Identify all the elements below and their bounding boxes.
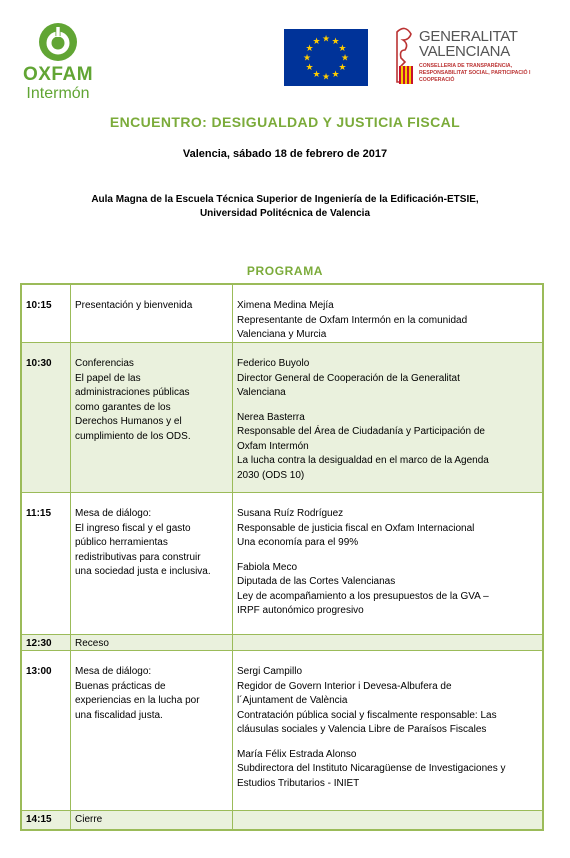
activity-line: como garantes de los [75,401,171,413]
speaker-name: Fabiola Meco [237,561,298,573]
table-row [22,635,542,651]
speaker-detail: Valenciana y Murcia [237,329,327,340]
time-cell: 10:15 [26,300,52,311]
speaker-name: Nerea Basterra [237,411,305,423]
speaker-detail: Director General de Cooperación de la Generalitat [237,372,460,384]
eu-star-icon: ★ [338,43,347,53]
speaker-detail: Ley de acompañamiento a los presupuestos de la GVA – [237,590,489,602]
speaker-detail: Subdirectora del Instituto Nicaragüense de Investigaciones y [237,763,506,774]
activity-line: El papel de las [75,372,141,384]
speakers-cell [232,285,542,342]
speaker-detail: Responsable de justicia fiscal en Oxfam Internacional [237,522,475,534]
eu-star-icon: ★ [338,62,347,72]
speakers-cell [232,651,542,810]
speaker-detail: Contratación pública social y fiscalmente responsable: Las [237,709,497,721]
time-cell: 11:15 [26,508,52,519]
speaker-detail: Estudios Tributarios - INIET [237,777,360,789]
activity-line: público herramientas [75,537,168,548]
speaker-detail: Valenciana [237,387,286,398]
eu-star-icon: ★ [305,62,314,72]
eu-star-icon: ★ [312,68,321,79]
gv-sub-line2: RESPONSABILITAT SOCIAL, PARTICIPACIÓ I COOPERACIÓ [419,70,531,83]
venue-line1: Aula Magna de la Escuela Técnica Superior de Ingeniería de la Edificación-ETSIE, [91,194,479,205]
speaker-detail: Regidor de Govern Interior i Devesa-Albufera de [237,680,452,692]
eu-star-icon: ★ [340,52,350,63]
speaker-detail: l´Ajuntament de València [237,695,348,706]
time-cell: 12:30 [26,638,52,649]
time-cell: 14:15 [26,814,52,825]
activity-cell [70,285,232,342]
speaker-detail: Una economía para el 99% [237,537,359,548]
activity-line: Receso [75,638,109,649]
gv-name-line2: VALENCIANA [419,43,510,60]
oxfam-logo-icon [38,22,78,62]
eu-star-icon: ★ [305,43,314,53]
table-row [22,493,542,635]
eu-stars-icon [284,29,368,86]
program-table [20,283,544,831]
gv-name-line1: GENERALITAT [419,28,518,45]
speaker-name: María Félix Estrada Alonso [237,748,357,760]
activity-line: Mesa de diálogo: [75,508,152,519]
table-row [22,651,542,811]
speaker-detail: La lucha contra la desigualdad en el marco de la Agenda [237,455,489,466]
event-title: ENCUENTRO: DESIGUALDAD Y JUSTICIA FISCAL [109,114,461,130]
programa-heading: PROGRAMA [246,264,324,278]
activity-line: Presentación y bienvenida [75,300,193,311]
speaker-name: Federico Buyolo [237,358,310,369]
speaker-detail: Representante de Oxfam Intermón en la comunidad [237,314,468,326]
speaker-detail: cláusulas sociales y Valencia Libre de Paraísos Fiscales [237,724,487,735]
time-cell: 13:00 [26,666,52,677]
speakers-cell [232,811,542,829]
activity-cell [70,811,232,829]
venue-line2: Universidad Politécnica de Valencia [199,208,371,219]
eu-star-icon: ★ [321,71,331,82]
activity-line: administraciones públicas [75,387,190,398]
speaker-detail: Responsable del Área de Ciudadanía y Participación de [237,426,485,437]
time-cell: 10:30 [26,358,52,369]
activity-line: una sociedad justa e inclusiva. [75,566,211,577]
activity-line: experiencias en la lucha por [75,695,200,706]
speakers-cell [232,343,542,492]
speaker-detail: IRPF autonómico progresivo [237,605,364,616]
event-venue [0,193,570,221]
speaker-detail: 2030 (ODS 10) [237,469,305,481]
activity-line: redistributivas para construir [75,551,201,563]
speakers-cell [232,493,542,634]
oxfam-logo-text: OXFAM [22,64,94,85]
gv-sub-line1: CONSELLERIA DE TRANSPARÈNCIA, [419,63,513,69]
activity-line: Buenas prácticas de [75,680,166,692]
activity-line: Cierre [75,814,103,825]
table-row [22,343,542,493]
event-date: Valencia, sábado 18 de febrero de 2017 [182,148,388,160]
gv-heraldic-icon [393,26,417,86]
oxfam-intermon-logo [18,22,98,103]
activity-line: Mesa de diálogo: [75,666,152,677]
eu-star-icon: ★ [331,36,340,47]
intermon-logo-text: Intermón [26,85,90,102]
generalitat-valenciana-logo [393,26,553,88]
activity-line: cumplimiento de los ODS. [75,430,191,442]
activity-cell [70,635,232,650]
speaker-detail: Oxfam Intermón [237,440,309,452]
speakers-cell [232,635,542,650]
eu-star-icon: ★ [302,52,312,63]
activity-cell [70,343,232,492]
activity-line: Derechos Humanos y el [75,416,182,427]
speaker-name: Susana Ruíz Rodríguez [237,508,344,519]
table-row [22,811,542,829]
speaker-name: Ximena Medina Mejía [237,300,334,311]
eu-star-icon: ★ [321,33,331,44]
activity-cell [70,493,232,634]
speaker-detail: Diputada de las Cortes Valencianas [237,576,396,587]
eu-flag-icon [284,29,368,86]
eu-star-icon: ★ [331,68,340,79]
activity-cell [70,651,232,810]
speaker-name: Sergi Campillo [237,666,303,677]
activity-line: una fiscalidad justa. [75,709,163,721]
eu-star-icon: ★ [312,36,321,47]
activity-line: Conferencias [75,358,134,369]
table-row [22,285,542,343]
activity-line: El ingreso fiscal y el gasto [75,522,191,534]
